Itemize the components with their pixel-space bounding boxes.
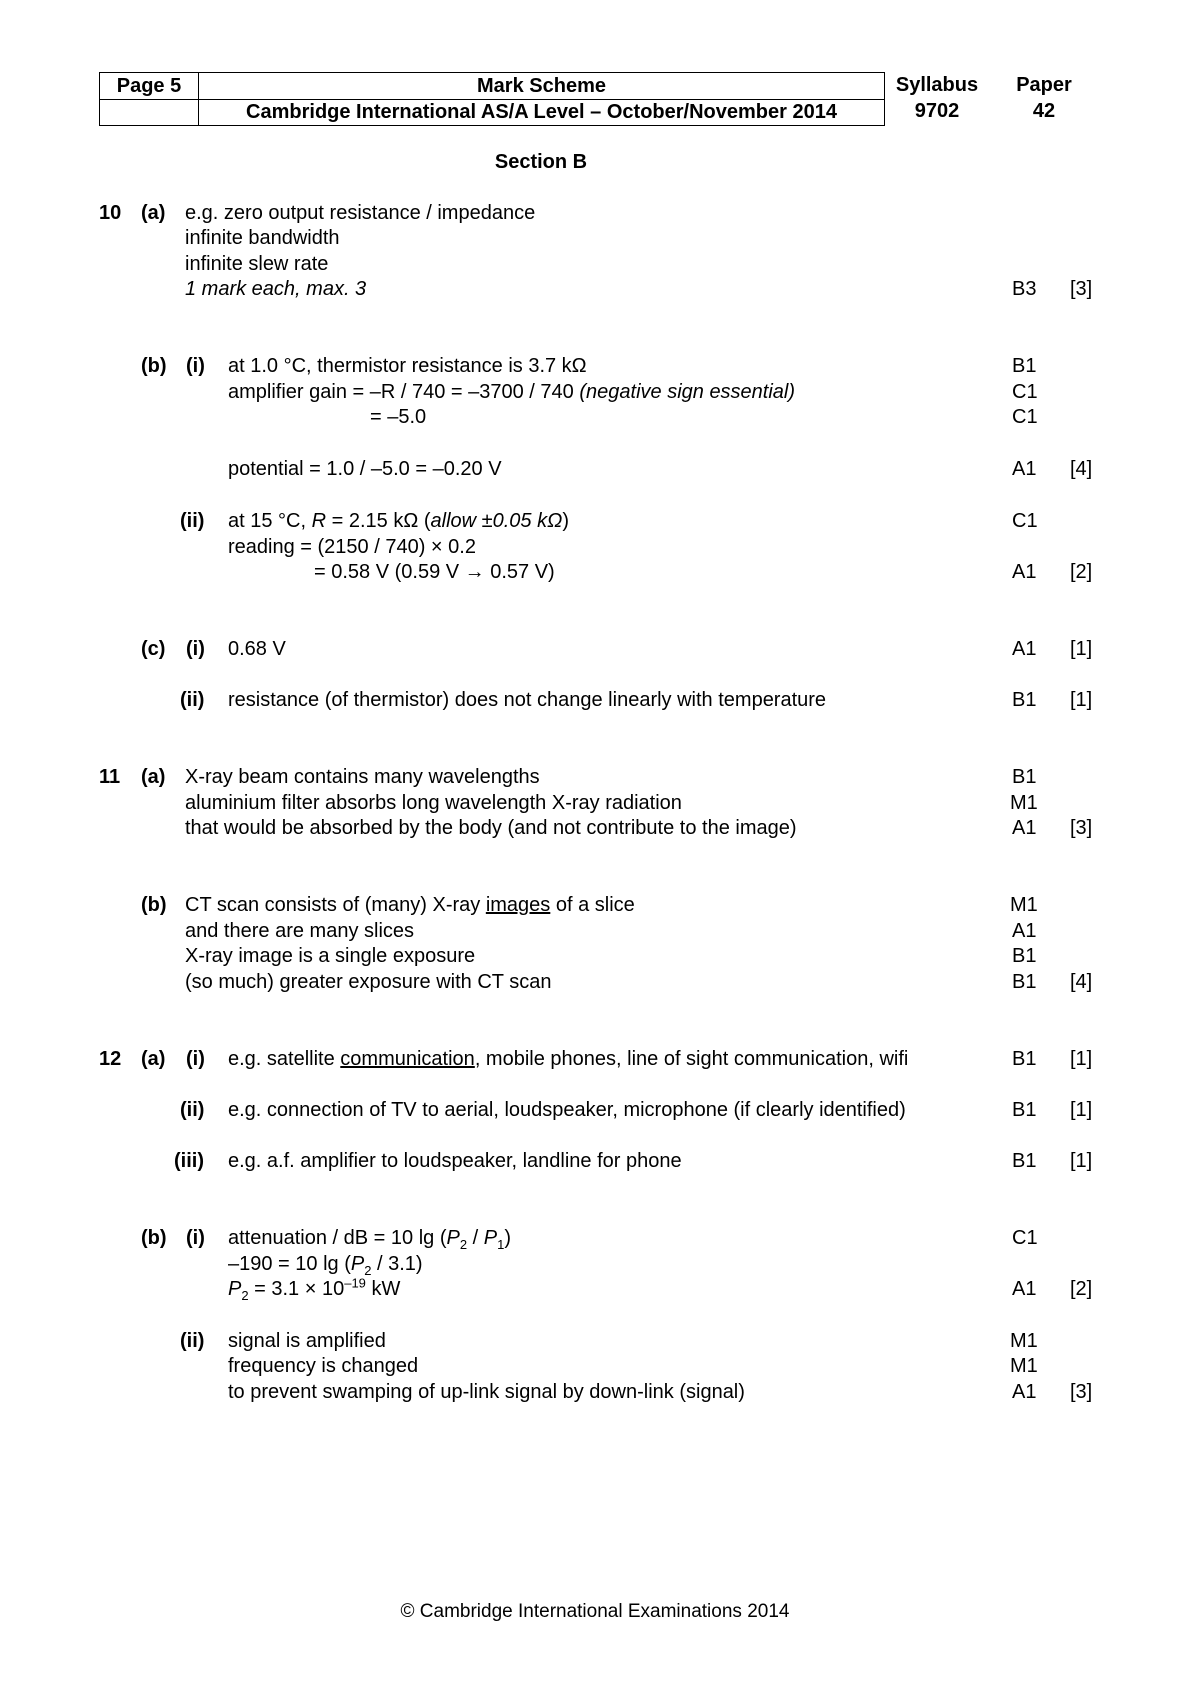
part-label: (a): [141, 202, 166, 224]
mark: B1: [1012, 355, 1037, 377]
header-table: [99, 72, 885, 126]
total-marks: [2]: [1070, 561, 1093, 583]
mark: B1: [1012, 689, 1037, 711]
total-marks: [3]: [1070, 817, 1093, 839]
answer-line: resistance (of thermistor) does not change linearly with temperature: [228, 689, 827, 711]
answer-line: 0.68 V: [228, 638, 286, 660]
answer-line: e.g. zero output resistance / impedance: [185, 202, 536, 224]
subpart-label: (i): [186, 1048, 205, 1070]
answer-line: at 15 °C, R = 2.15 kΩ (allow ±0.05 kΩ): [228, 510, 569, 532]
answer-line: X-ray beam contains many wavelengths: [185, 766, 540, 788]
subpart-label: (ii): [180, 689, 205, 711]
header-title: Mark Scheme: [477, 75, 606, 97]
answer-line: to prevent swamping of up-link signal by down-link (signal): [228, 1381, 745, 1403]
mark: C1: [1012, 406, 1038, 428]
total-marks: [1]: [1070, 1150, 1093, 1172]
subpart-label: (ii): [180, 1330, 205, 1352]
total-marks: [3]: [1070, 1381, 1093, 1403]
total-marks: [4]: [1070, 971, 1093, 993]
mark: M1: [1010, 1330, 1038, 1352]
mark: M1: [1010, 1355, 1038, 1377]
answer-line: X-ray image is a single exposure: [185, 945, 476, 967]
mark: C1: [1012, 1227, 1038, 1249]
question-number-12: 12: [99, 1048, 122, 1070]
mark: A1: [1012, 458, 1037, 480]
answer-line: –190 = 10 $\lg (P_2 / 3.1)$: [228, 1253, 423, 1278]
total-marks: [2]: [1070, 1278, 1093, 1300]
mark: M1: [1010, 894, 1038, 916]
answer-line: attenuation / dB = 10 $\lg (P_2 / P_1)$: [228, 1227, 511, 1252]
mark: B1: [1012, 971, 1037, 993]
mark: C1: [1012, 381, 1038, 403]
answer-line: and there are many slices: [185, 920, 415, 942]
header-subtitle: Cambridge International AS/A Level – October/November 2014: [246, 101, 837, 123]
part-label: (a): [141, 1048, 166, 1070]
mark: B1: [1012, 1099, 1037, 1121]
syllabus-label: Syllabus: [895, 74, 979, 96]
subpart-label: (i): [186, 355, 205, 377]
answer-line: CT scan consists of (many) X-ray images of a slice: [185, 894, 635, 916]
question-number-11: 11: [99, 766, 121, 788]
mark: C1: [1012, 510, 1038, 532]
subpart-label: (i): [186, 1227, 205, 1249]
mark: B1: [1012, 1048, 1037, 1070]
part-label: (b): [141, 1227, 167, 1249]
answer-line: signal is amplified: [228, 1330, 386, 1352]
answer-line: frequency is changed: [228, 1355, 419, 1377]
subpart-label: (i): [186, 638, 205, 660]
answer-line: (so much) greater exposure with CT scan: [185, 971, 552, 993]
section-title: Section B: [494, 151, 588, 173]
syllabus-value: 9702: [914, 100, 960, 122]
mark: B1: [1012, 766, 1037, 788]
total-marks: [4]: [1070, 458, 1093, 480]
mark: B1: [1012, 945, 1037, 967]
mark: A1: [1012, 561, 1037, 583]
mark: A1: [1012, 817, 1037, 839]
answer-line: aluminium filter absorbs long wavelength X-ray radiation: [185, 792, 682, 814]
mark: A1: [1012, 638, 1037, 660]
answer-line: e.g. connection of TV to aerial, loudspeaker, microphone (if clearly identified): [228, 1099, 906, 1121]
part-label: (a): [141, 766, 166, 788]
answer-line: infinite bandwidth: [185, 227, 340, 249]
part-label: (b): [141, 894, 167, 916]
paper-label: Paper: [1016, 74, 1072, 96]
answer-line: at 1.0 °C, thermistor resistance is 3.7 kΩ: [228, 355, 587, 377]
mark: M1: [1010, 792, 1038, 814]
subpart-label: (ii): [180, 1099, 205, 1121]
mark: A1: [1012, 1278, 1037, 1300]
answer-line: amplifier gain = –R / 740 = –3700 / 740 (negative sign essential): [228, 381, 796, 403]
total-marks: [3]: [1070, 278, 1093, 300]
mark: B3: [1012, 278, 1037, 300]
answer-line: $P_2 = 3.1 \times 10^{-19}$ kW: [228, 1275, 401, 1303]
answer-line: e.g. satellite communication, mobile phones, line of sight communication, wifi: [228, 1048, 909, 1070]
answer-line: = 0.58 V (0.59 V → 0.57 V): [314, 561, 555, 583]
paper-value: 42: [1032, 100, 1056, 122]
mark: B1: [1012, 1150, 1037, 1172]
answer-line: that would be absorbed by the body (and not contribute to the image): [185, 817, 797, 839]
mark: A1: [1012, 1381, 1037, 1403]
subpart-label: (iii): [174, 1150, 204, 1172]
total-marks: [1]: [1070, 1099, 1093, 1121]
answer-line: = –5.0: [370, 406, 427, 428]
part-label: (c): [141, 638, 166, 660]
total-marks: [1]: [1070, 1048, 1093, 1070]
total-marks: [1]: [1070, 689, 1093, 711]
footer-copyright: © Cambridge International Examinations 2014: [400, 1601, 790, 1622]
part-label: (b): [141, 355, 167, 377]
total-marks: [1]: [1070, 638, 1093, 660]
answer-line: infinite slew rate: [185, 253, 329, 275]
marking-note: 1 mark each, max. 3: [185, 278, 367, 300]
question-number-10: 10: [99, 202, 122, 224]
answer-line: e.g. a.f. amplifier to loudspeaker, landline for phone: [228, 1150, 682, 1172]
subpart-label: (ii): [180, 510, 205, 532]
page-number: Page 5: [116, 75, 182, 97]
answer-line: potential = 1.0 / –5.0 = –0.20 V: [228, 458, 502, 480]
mark: A1: [1012, 920, 1037, 942]
answer-line: reading = (2150 / 740) × 0.2: [228, 536, 476, 558]
